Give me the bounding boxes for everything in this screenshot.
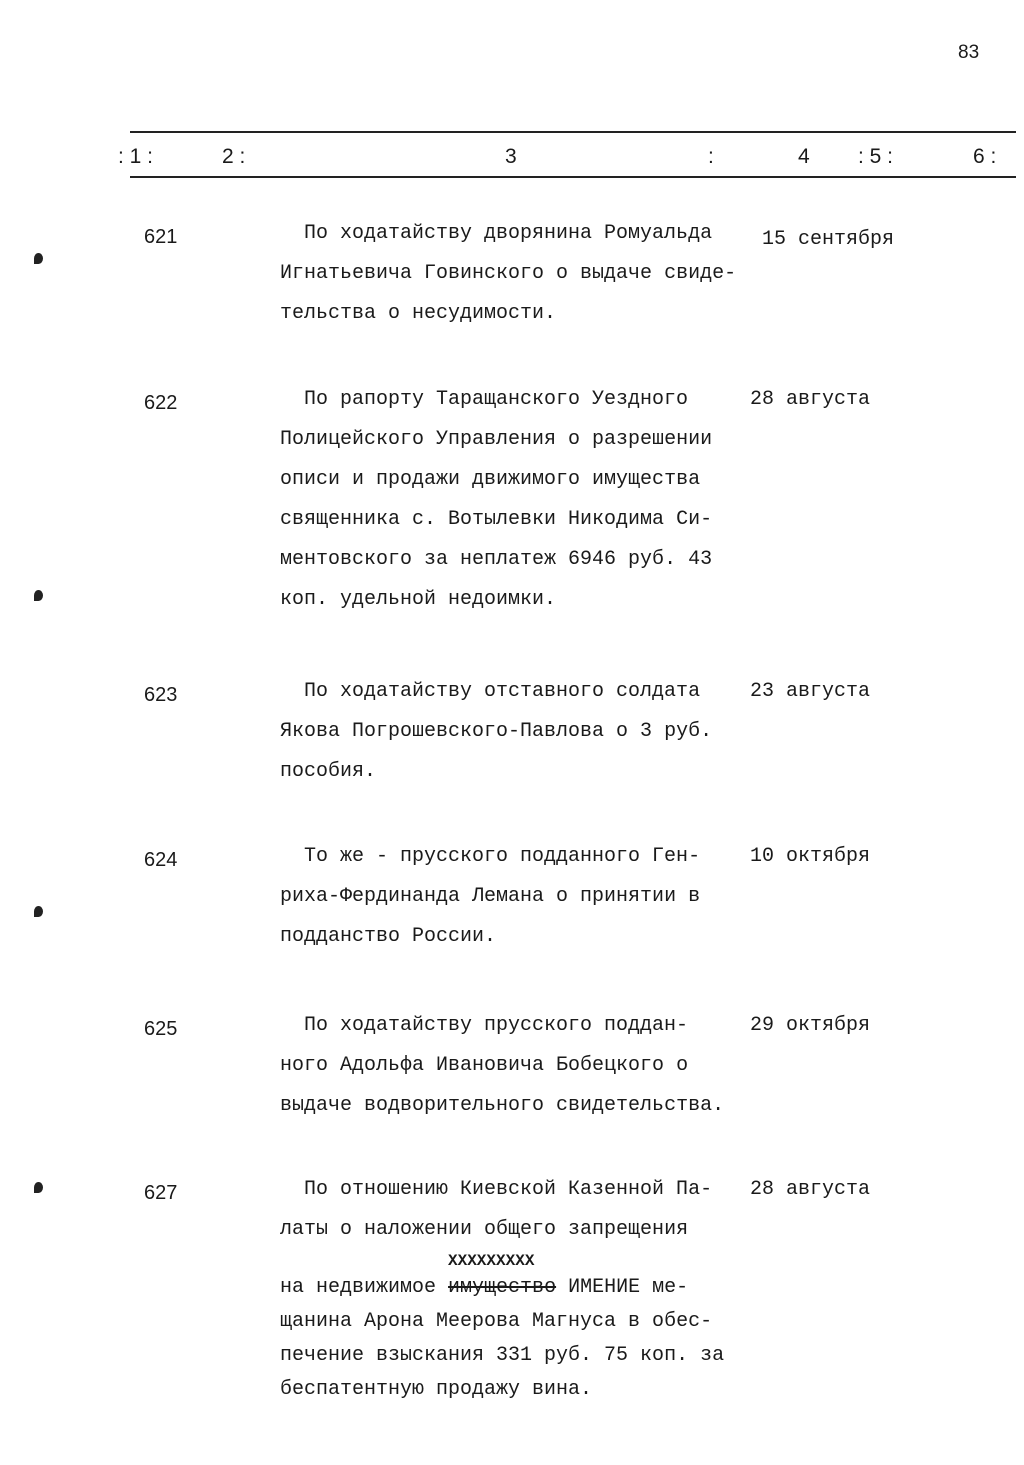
text-line: выдаче водворительного свидетельства. bbox=[280, 1094, 725, 1117]
column-4-header: 4 bbox=[798, 145, 810, 168]
column-header bbox=[118, 145, 1018, 173]
entry-date: 15 сентября bbox=[762, 228, 895, 251]
text-line: подданство России. bbox=[280, 925, 497, 948]
header-top-rule bbox=[130, 131, 1016, 133]
struck-out-word bbox=[448, 1276, 556, 1299]
entry-description bbox=[280, 222, 736, 342]
text-line: По отношению Киевской Казенной Па- bbox=[304, 1178, 713, 1201]
text-line: печение взыскания 331 руб. 75 коп. за bbox=[280, 1344, 725, 1367]
text-line: По ходатайству прусского поддан- bbox=[304, 1014, 689, 1037]
entry-description bbox=[280, 1178, 724, 1412]
column-1-header: : 1 : bbox=[118, 145, 154, 168]
text-line: священника с. Вотылевки Никодима Си- bbox=[280, 508, 713, 531]
text-line: коп. удельной недоимки. bbox=[280, 588, 557, 611]
entry-date: 28 августа bbox=[750, 388, 871, 411]
entry-description bbox=[280, 1014, 724, 1134]
strike-overlay: XXXXXXXXX bbox=[448, 1252, 535, 1270]
column-separator: : bbox=[708, 145, 714, 168]
punch-hole-mark bbox=[34, 906, 43, 917]
text-line: тельства о несудимости. bbox=[280, 302, 557, 325]
entry-description bbox=[280, 680, 712, 800]
column-3-header: 3 bbox=[505, 145, 517, 168]
text-line-with-correction bbox=[280, 1252, 724, 1310]
punch-hole-mark bbox=[34, 1182, 43, 1193]
text-fragment: ИМЕНИЕ ме- bbox=[568, 1276, 689, 1299]
text-line: пособия. bbox=[280, 760, 377, 783]
text-line: По рапорту Таращанского Уездного bbox=[304, 388, 689, 411]
entry-date: 23 августа bbox=[750, 680, 871, 703]
entry-number: 624 bbox=[144, 849, 178, 871]
header-bottom-rule bbox=[130, 176, 1016, 178]
entry-number: 622 bbox=[144, 392, 178, 414]
column-6-header: 6 : bbox=[973, 145, 997, 168]
text-line: ментовского за неплатеж 6946 руб. 43 bbox=[280, 548, 713, 571]
text-line: описи и продажи движимого имущества bbox=[280, 468, 701, 491]
entry-description bbox=[280, 388, 712, 628]
struck-word: имущество bbox=[448, 1276, 557, 1299]
page-number: 83 bbox=[958, 42, 980, 63]
text-line: ного Адольфа Ивановича Бобецкого о bbox=[280, 1054, 689, 1077]
text-line: риха-Фердинанда Лемана о принятии в bbox=[280, 885, 701, 908]
entry-date: 10 октября bbox=[750, 845, 871, 868]
entry-number: 621 bbox=[144, 226, 178, 248]
entry-number: 625 bbox=[144, 1018, 178, 1040]
text-line: То же - прусского подданного Ген- bbox=[304, 845, 701, 868]
corrected-line bbox=[280, 1276, 688, 1299]
column-5-header: : 5 : bbox=[858, 145, 894, 168]
text-line: По ходатайству дворянина Ромуальда bbox=[304, 222, 713, 245]
text-line: щанина Арона Меерова Магнуса в обес- bbox=[280, 1310, 713, 1333]
text-line: беспатентную продажу вина. bbox=[280, 1378, 593, 1401]
entry-date: 28 августа bbox=[750, 1178, 871, 1201]
punch-hole-mark bbox=[34, 253, 43, 264]
text-line: По ходатайству отставного солдата bbox=[304, 680, 701, 703]
text-fragment: на недвижимое bbox=[280, 1276, 437, 1299]
punch-hole-mark bbox=[34, 590, 43, 601]
text-line: Игнатьевича Говинского о выдаче свиде- bbox=[280, 262, 737, 285]
entry-number: 627 bbox=[144, 1182, 178, 1204]
entry-description bbox=[280, 845, 700, 965]
entry-date: 29 октября bbox=[750, 1014, 871, 1037]
text-line: Полицейского Управления о разрешении bbox=[280, 428, 713, 451]
text-line: Якова Погрошевского-Павлова о 3 руб. bbox=[280, 720, 713, 743]
column-2-header: 2 : bbox=[222, 145, 246, 168]
entry-number: 623 bbox=[144, 684, 178, 706]
text-line: латы о наложении общего запрещения bbox=[280, 1218, 689, 1241]
